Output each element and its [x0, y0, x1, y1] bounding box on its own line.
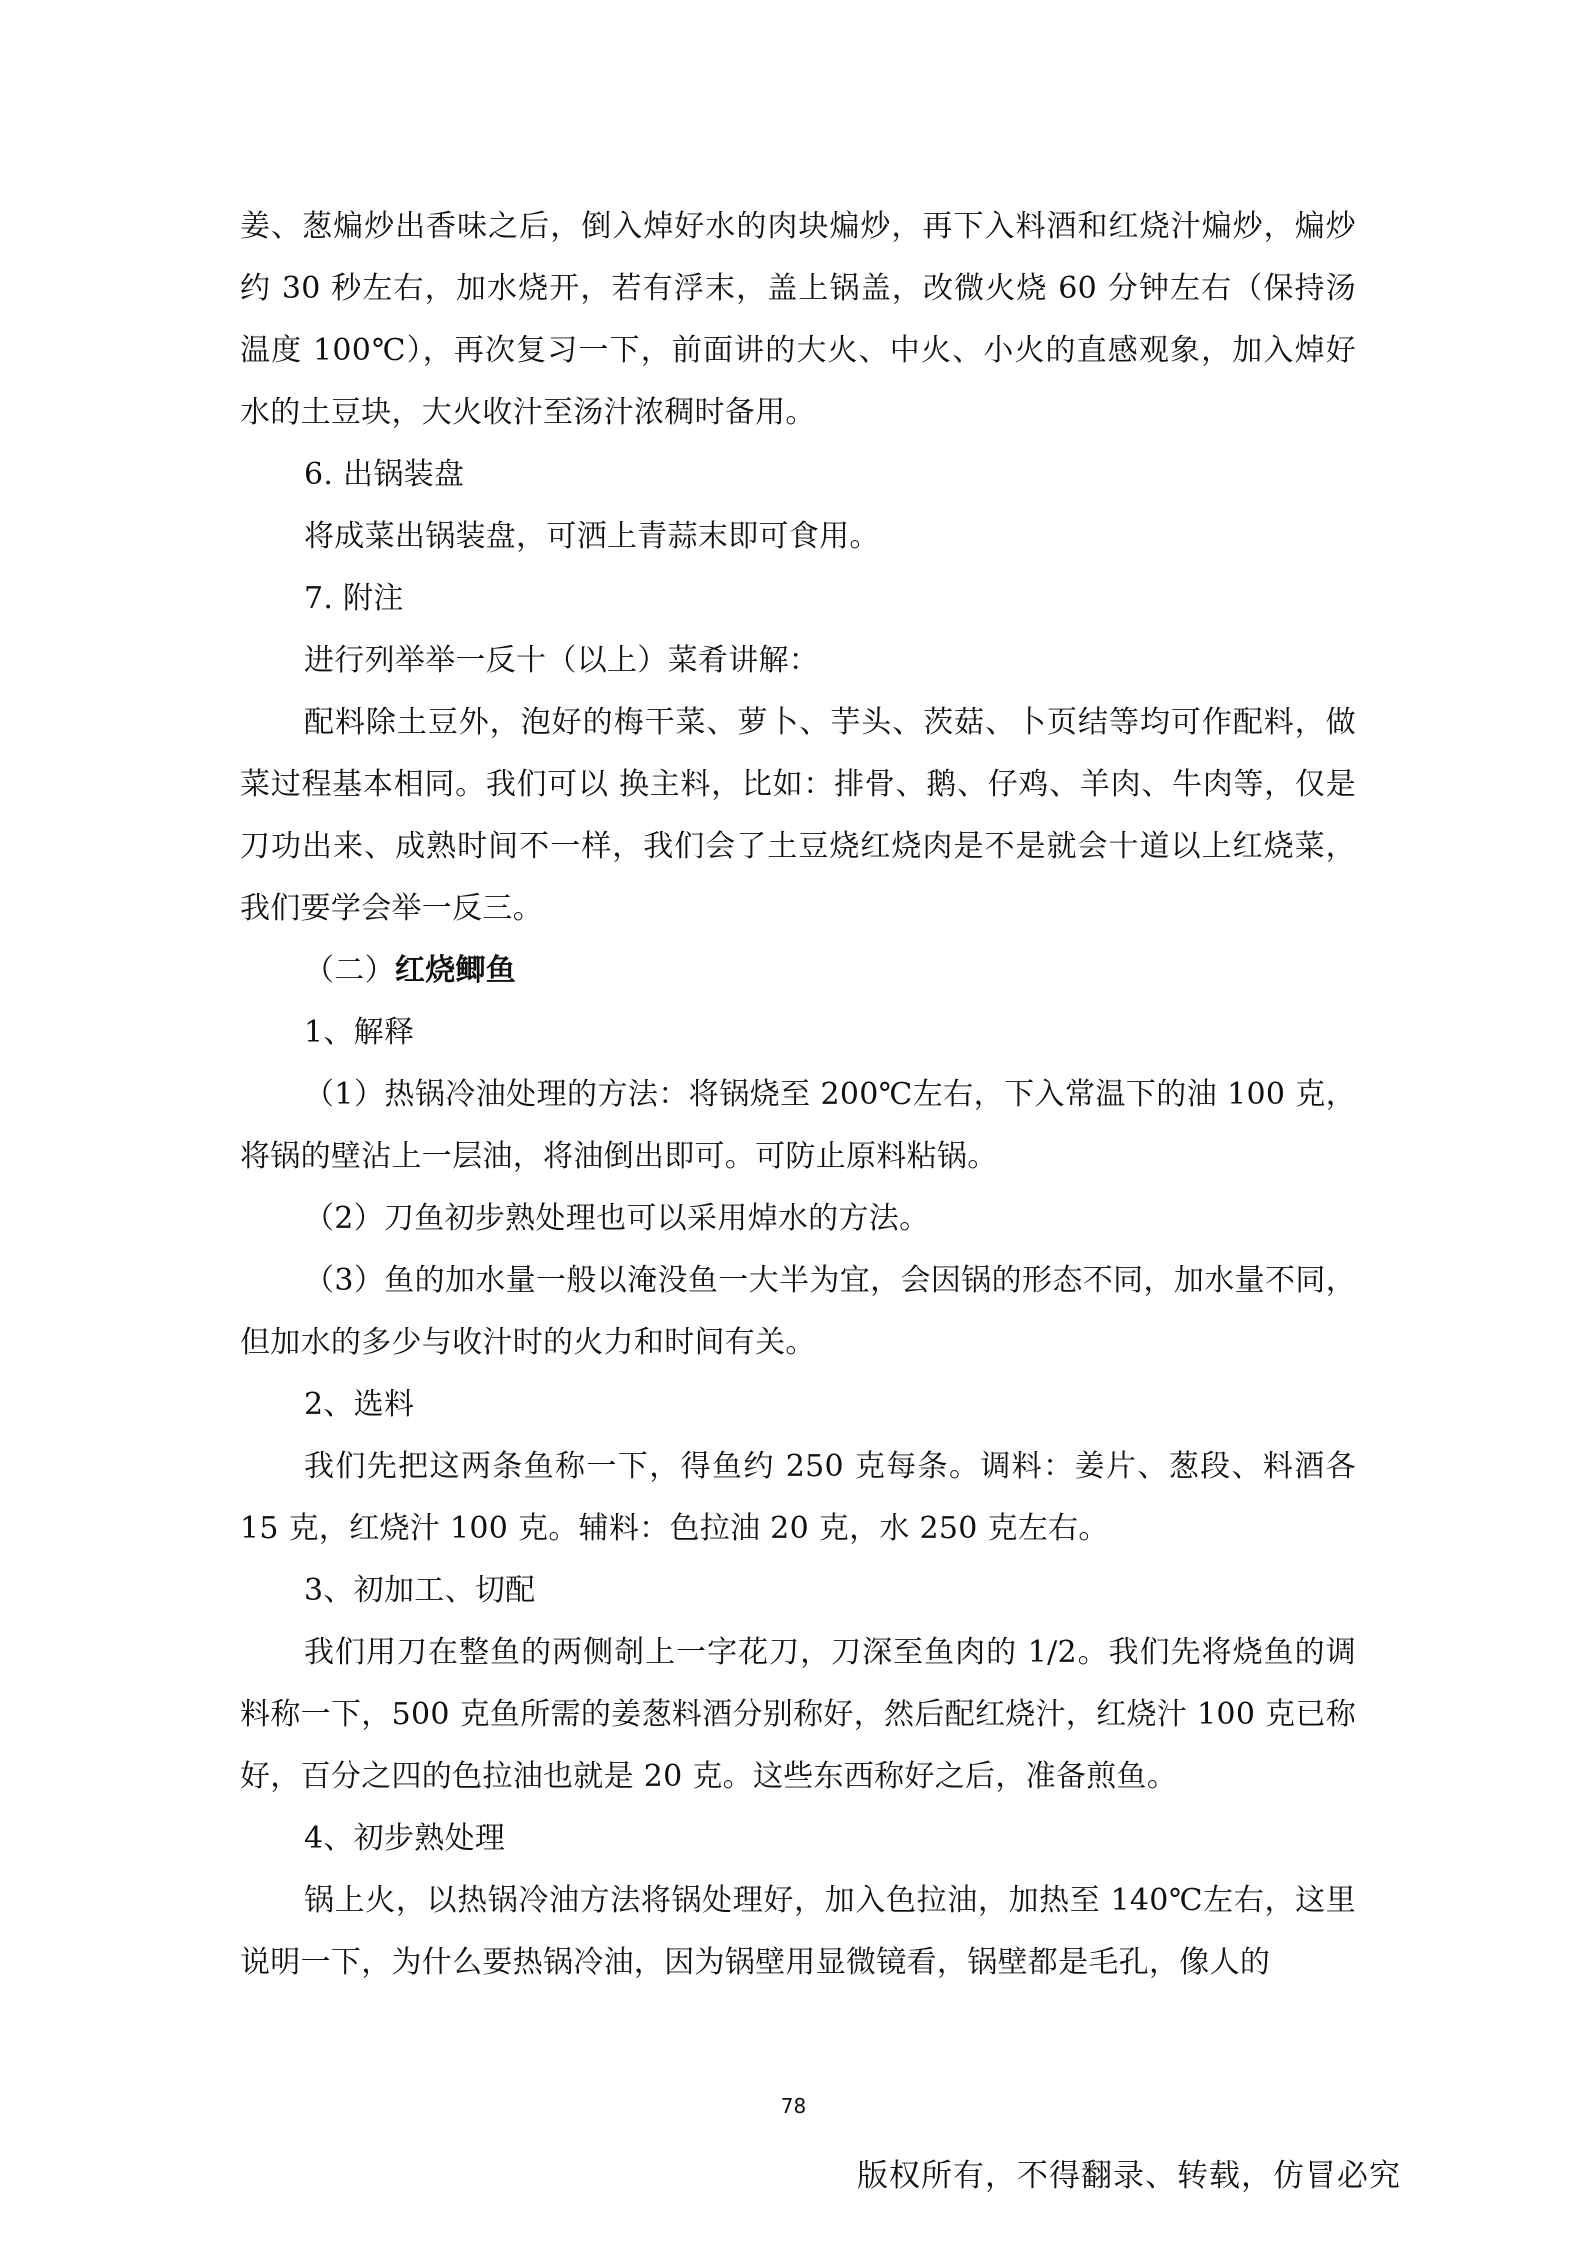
paragraph: （3）鱼的加水量一般以淹没鱼一大半为宜，会因锅的形态不同，加水量不同，但加水的多少与收汁时的火力和时间有关。: [240, 1263, 1356, 1360]
section-heading-title: 红烧鲫鱼: [394, 953, 517, 988]
paragraph: （2）刀鱼初步熟处理也可以采用焯水的方法。: [304, 1201, 930, 1236]
copyright-notice: 版权所有，不得翻录、转载，仿冒必究: [857, 2158, 1401, 2194]
page-number: 78: [780, 2094, 807, 2118]
subheading: 4、初步熟处理: [304, 1821, 506, 1856]
section-heading-prefix: （二）: [304, 953, 395, 988]
subheading: 7. 附注: [304, 581, 404, 616]
paragraph: 姜、葱煸炒出香味之后，倒入焯好水的肉块煸炒，再下入料酒和红烧汁煸炒，煸炒约 30 秒左右，加水烧开，若有浮末，盖上锅盖，改微火烧 60 分钟左右（保持汤温度 100℃），再次复习一下，前面讲的大火、中火、小火的直感观象，加入焯好水的土豆块，大火收汁至汤汁浓稠时备用。: [240, 209, 1356, 430]
section-heading: [240, 940, 1356, 1002]
subheading: 1、解释: [304, 1015, 415, 1050]
paragraph: 我们用刀在整鱼的两侧剞上一字花刀，刀深至鱼肉的 1/2。我们先将烧鱼的调料称一下，500 克鱼所需的姜葱料酒分别称好，然后配红烧汁，红烧汁 100 克已称好，百分之四的色拉油也就是 20 克。这些东西称好之后，准备煎鱼。: [240, 1635, 1356, 1794]
document-body: [240, 196, 1356, 1994]
subheading: 2、选料: [304, 1387, 415, 1422]
paragraph: 配料除土豆外，泡好的梅干菜、萝卜、芋头、茨菇、卜页结等均可作配料，做菜过程基本相同。我们可以 换主料，比如：排骨、鹅、仔鸡、羊肉、牛肉等，仅是刀功出来、成熟时间不一样，我们会了土豆烧红烧肉是不是就会十道以上红烧菜，我们要学会举一反三。: [240, 705, 1356, 926]
paragraph: 进行列举举一反十（以上）菜肴讲解：: [304, 643, 820, 678]
paragraph: 我们先把这两条鱼称一下，得鱼约 250 克每条。调料：姜片、葱段、料酒各 15 克，红烧汁 100 克。辅料：色拉油 20 克，水 250 克左右。: [240, 1449, 1356, 1546]
subheading: 6. 出锅装盘: [304, 457, 465, 492]
paragraph: （1）热锅冷油处理的方法：将锅烧至 200℃左右，下入常温下的油 100 克，将锅的壁沾上一层油，将油倒出即可。可防止原料粘锅。: [240, 1077, 1356, 1174]
paragraph: 锅上火，以热锅冷油方法将锅处理好，加入色拉油，加热至 140℃左右，这里说明一下，为什么要热锅冷油，因为锅壁用显微镜看，锅壁都是毛孔，像人的: [240, 1883, 1356, 1980]
subheading: 3、初加工、切配: [304, 1573, 536, 1608]
paragraph: 将成菜出锅装盘，可洒上青蒜末即可食用。: [304, 519, 880, 554]
